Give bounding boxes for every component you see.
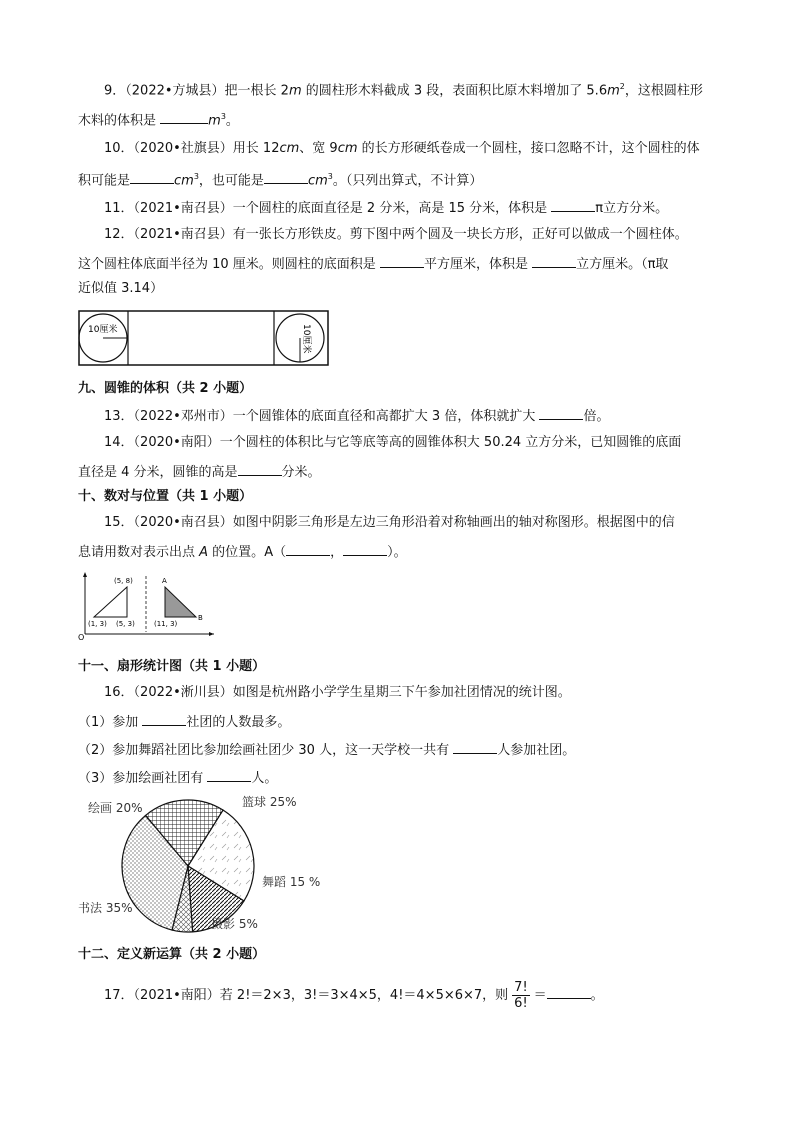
right-circle-label: 10厘米 [301,324,311,354]
q10-line2: 积可能是 $cm^3$，也可能是 $cm^3$。（只列出算式，不计算） [78,172,483,189]
point-b-label: B [198,614,203,622]
pie-label-2: 舞蹈 15 % [262,875,321,889]
section-heading: 十二、定义新运算（共 2 小题） [78,947,266,962]
answer-blank[interactable] [160,110,208,124]
fraction: $\frac{7!}{6!}$ [514,980,528,1011]
q16-sub2: （2）参加舞蹈社团比参加绘画社团少 30 人，这一天学校一共有 人参加社团。 [78,740,575,760]
q9-line2: 木料的体积是 $m^3$。 [78,112,239,129]
coordinate-figure [76,570,216,640]
answer-blank[interactable] [453,740,497,754]
section-heading: 十一、扇形统计图（共 1 小题） [78,659,266,674]
q13-line: 13．（2022•邓州市）一个圆锥体的底面直径和高都扩大 3 倍，体积就扩大 倍。 [104,406,609,426]
answer-blank[interactable] [264,170,308,184]
q11-line: 11．（2021•南召县）一个圆柱的底面直径是 2 分米，高是 15 分米，体积是 π立方分米。 [104,198,668,218]
answer-blank[interactable] [532,254,576,268]
answer-blank[interactable] [207,768,251,782]
q16-sub1: （1）参加 社团的人数最多。 [78,712,290,732]
pie-label-3: 摄影 5% [211,917,258,931]
answer-blank[interactable] [130,170,174,184]
left-triangle [94,587,127,617]
q9-line1: 9．（2022•方城县）把一根长 2m 的圆柱形木料截成 3 段，表面积比原木料增加了 $5.6m^2$，这根圆柱形 [104,82,703,99]
left-circle-label: 10厘米 [88,325,118,335]
svg-text:(1, 3): (1, 3) [88,620,107,628]
point-a-label: A [162,577,167,585]
q12-line3: 近似值 3.14） [78,281,164,296]
q16-sub3: （3）参加绘画社团有 人。 [78,768,277,788]
q10-line1: 10．（2020•社旗县）用长 12cm、宽 9cm 的长方形硬纸卷成一个圆柱，接口忽略不计，这个圆柱的体 [104,141,700,156]
rectangle-sheet-figure [78,308,330,368]
answer-blank[interactable] [547,985,591,999]
answer-blank[interactable] [238,462,282,476]
answer-blank[interactable] [551,198,595,212]
q12-line1: 12．（2021•南召县）有一张长方形铁皮。剪下图中两个圆及一块长方形，正好可以做成一个圆柱体。 [104,227,688,242]
origin-label: O [78,633,85,640]
answer-blank[interactable] [142,712,186,726]
answer-blank[interactable] [380,254,424,268]
q12-line2: 这个圆柱体底面半径为 10 厘米。则圆柱的底面积是 平方厘米，体积是 立方厘米。（π取 [78,254,668,274]
pie-label-1: 篮球 25% [242,795,297,809]
pie-label-5: 绘画 20% [88,801,143,815]
q16-line1: 16．（2022•淅川县）如图是杭州路小学学生星期三下午参加社团情况的统计图。 [104,685,571,700]
svg-text:(5, 3): (5, 3) [116,620,135,628]
q15-line2: 息请用数对表示出点 A 的位置。A（ ， ）。 [78,542,407,562]
answer-blank[interactable] [286,542,330,556]
pie-chart [76,792,346,938]
answer-blank[interactable] [539,406,583,420]
q14-line2: 直径是 4 分米，圆锥的高是 分米。 [78,462,321,482]
q17-line: 17．（2021•南阳）若 2!＝2×3，3!＝3×4×5，4!＝4×5×6×7，则 $\frac{7!}{6!}$ ＝ 。 [104,980,604,1011]
shaded-triangle [165,587,196,617]
answer-blank[interactable] [343,542,387,556]
q14-line1: 14．（2020•南阳）一个圆柱的体积比与它等底等高的圆锥体积大 50.24 立方分米，已知圆锥的底面 [104,435,682,450]
unit-m: m [288,83,302,99]
svg-text:(5, 8): (5, 8) [114,577,133,585]
section-heading: 九、圆锥的体积（共 2 小题） [78,381,253,396]
pie-label-4: 书法 35% [78,901,133,915]
svg-text:(11, 3): (11, 3) [154,620,178,628]
section-heading: 十、数对与位置（共 1 小题） [78,489,253,504]
q15-line1: 15．（2020•南召县）如图中阴影三角形是左边三角形沿着对称轴画出的轴对称图形。根据图中的信 [104,515,675,530]
